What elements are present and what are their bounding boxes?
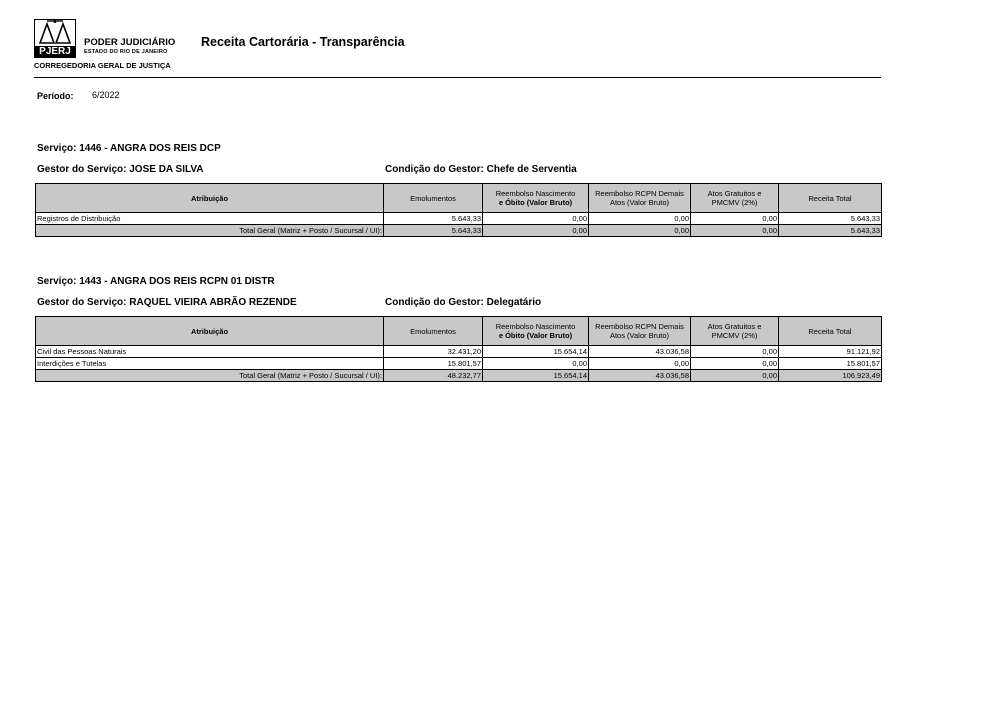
cell-receita-total: 5.643,33 bbox=[779, 213, 882, 225]
periodo-label: Período: bbox=[37, 91, 74, 101]
table-row bbox=[36, 358, 882, 370]
cell-reembolso-rcpn: 0,00 bbox=[589, 358, 691, 370]
col-reembolso-nascimento-line2: e Óbito (Valor Bruto) bbox=[498, 331, 573, 340]
col-emolumentos: Emolumentos bbox=[384, 184, 483, 213]
servico-title: Serviço: 1443 - ANGRA DOS REIS RCPN 01 DISTR bbox=[37, 276, 275, 287]
total-receita-total: 106.923,49 bbox=[779, 370, 882, 382]
col-reembolso-nascimento bbox=[483, 317, 589, 346]
cell-receita-total: 91.121,92 bbox=[779, 346, 882, 358]
gestor-name: Gestor do Serviço: RAQUEL VIEIRA ABRÃO REZENDE bbox=[37, 297, 297, 308]
cell-reembolso-nascimento: 0,00 bbox=[483, 213, 589, 225]
total-reembolso-rcpn: 43.036,58 bbox=[589, 370, 691, 382]
cell-atribuicao: Interdições e Tutelas bbox=[36, 358, 384, 370]
total-receita-total: 5.643,33 bbox=[779, 225, 882, 237]
col-reembolso-nascimento bbox=[483, 184, 589, 213]
col-reembolso-nascimento-line2: e Óbito (Valor Bruto) bbox=[498, 198, 573, 207]
gestor-condicao: Condição do Gestor: Chefe de Serventia bbox=[385, 164, 577, 175]
total-emolumentos: 48.232,77 bbox=[384, 370, 483, 382]
cell-emolumentos: 5.643,33 bbox=[384, 213, 483, 225]
col-reembolso-rcpn: Reembolso RCPN Demais Atos (Valor Bruto) bbox=[589, 317, 691, 346]
col-receita-total: Receita Total bbox=[779, 184, 882, 213]
total-reembolso-nascimento: 15.654,14 bbox=[483, 370, 589, 382]
cell-atos-gratuitos: 0,00 bbox=[691, 213, 779, 225]
table-total-row bbox=[36, 225, 882, 237]
gestor-condicao: Condição do Gestor: Delegatário bbox=[385, 297, 542, 308]
table-header-row bbox=[36, 184, 882, 213]
cell-reembolso-nascimento: 15.654,14 bbox=[483, 346, 589, 358]
cell-atribuicao: Registros de Distribuição bbox=[36, 213, 384, 225]
header-divider bbox=[34, 77, 881, 78]
col-atos-gratuitos: Atos Gratuitos e PMCMV (2%) bbox=[691, 317, 779, 346]
org-state: ESTADO DO RIO DE JANEIRO bbox=[84, 49, 168, 55]
servico-title: Serviço: 1446 - ANGRA DOS REIS DCP bbox=[37, 143, 221, 154]
org-department: CORREGEDORIA GERAL DE JUSTIÇA bbox=[34, 61, 171, 70]
page-title: Receita Cartorária - Transparência bbox=[201, 35, 405, 49]
col-reembolso-nascimento-line1: Reembolso Nascimento bbox=[495, 322, 576, 331]
table-header-row bbox=[36, 317, 882, 346]
cell-reembolso-rcpn: 0,00 bbox=[589, 213, 691, 225]
col-reembolso-rcpn: Reembolso RCPN Demais Atos (Valor Bruto) bbox=[589, 184, 691, 213]
col-receita-total: Receita Total bbox=[779, 317, 882, 346]
table-row bbox=[36, 213, 882, 225]
receita-table bbox=[35, 316, 882, 382]
col-emolumentos: Emolumentos bbox=[384, 317, 483, 346]
table-row bbox=[36, 346, 882, 358]
total-reembolso-rcpn: 0,00 bbox=[589, 225, 691, 237]
logo-text: PJERJ bbox=[39, 46, 71, 57]
col-atos-gratuitos: Atos Gratuitos e PMCMV (2%) bbox=[691, 184, 779, 213]
cell-atos-gratuitos: 0,00 bbox=[691, 346, 779, 358]
total-reembolso-nascimento: 0,00 bbox=[483, 225, 589, 237]
col-reembolso-nascimento-line1: Reembolso Nascimento bbox=[495, 189, 576, 198]
total-label: Total Geral (Matriz + Posto / Sucursal / UI): bbox=[36, 370, 384, 382]
col-atribuicao: Atribuição bbox=[36, 317, 384, 346]
total-atos-gratuitos: 0,00 bbox=[691, 225, 779, 237]
cell-atribuicao: Civil das Pessoas Naturais bbox=[36, 346, 384, 358]
total-label: Total Geral (Matriz + Posto / Sucursal / UI): bbox=[36, 225, 384, 237]
receita-table bbox=[35, 183, 882, 237]
cell-emolumentos: 15.801,57 bbox=[384, 358, 483, 370]
total-emolumentos: 5.643,33 bbox=[384, 225, 483, 237]
org-name: PODER JUDICIÁRIO bbox=[84, 37, 176, 48]
periodo-value: 6/2022 bbox=[92, 90, 120, 100]
cell-receita-total: 15.801,57 bbox=[779, 358, 882, 370]
cell-atos-gratuitos: 0,00 bbox=[691, 358, 779, 370]
pjerj-logo bbox=[34, 19, 76, 58]
cell-emolumentos: 32.431,20 bbox=[384, 346, 483, 358]
cell-reembolso-rcpn: 43.036,58 bbox=[589, 346, 691, 358]
cell-reembolso-nascimento: 0,00 bbox=[483, 358, 589, 370]
gestor-name: Gestor do Serviço: JOSE DA SILVA bbox=[37, 164, 204, 175]
col-atribuicao: Atribuição bbox=[36, 184, 384, 213]
table-total-row bbox=[36, 370, 882, 382]
total-atos-gratuitos: 0,00 bbox=[691, 370, 779, 382]
